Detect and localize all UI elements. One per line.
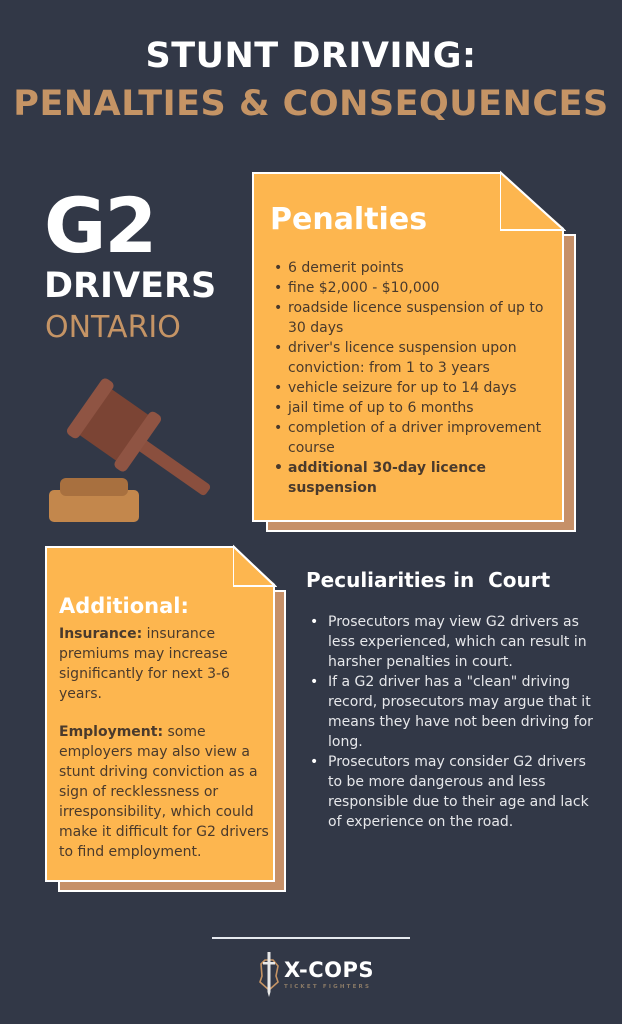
logo-name: X-COPS — [284, 958, 374, 982]
penalties-card — [252, 172, 564, 522]
penalty-item: • roadside licence suspension of up to 30 days — [274, 298, 559, 338]
penalty-item: • driver's licence suspension upon conviction: from 1 to 3 years — [274, 338, 559, 378]
gavel-icon — [44, 370, 234, 530]
court-title: Peculiarities in Court — [306, 568, 551, 592]
court-item: • If a G2 driver has a "clean" driving record, prosecutors may argue that it means they have not been driving for long. — [306, 672, 596, 752]
penalties-title: Penalties — [270, 202, 428, 237]
penalty-item: • fine $2,000 - $10,000 — [274, 278, 559, 298]
penalty-item: • jail time of up to 6 months — [274, 398, 559, 418]
insurance-text: insurance premiums may increase significantly for next 3-6 years. — [59, 626, 230, 702]
licence-class: G2 — [44, 181, 156, 270]
penalty-item: • 6 demerit points — [274, 258, 559, 278]
title-line-2: PENALTIES & CONSEQUENCES — [13, 84, 609, 124]
employment-label: Employment: — [59, 724, 164, 740]
court-item: • Prosecutors may view G2 drivers as less experienced, which can result in harsher penalties in court. — [306, 612, 596, 672]
folded-corner — [500, 170, 566, 232]
folded-corner — [233, 544, 277, 588]
additional-title: Additional: — [59, 594, 189, 618]
region-label: ONTARIO — [45, 310, 181, 345]
drivers-label: DRIVERS — [44, 266, 217, 306]
additional-card — [45, 546, 275, 882]
employment-paragraph — [59, 722, 273, 862]
employment-text: some employers may also view a stunt driving conviction as a sign of recklessness or irresponsibility, which could make it difficult for G2 drivers to find employment. — [59, 724, 269, 860]
sword-shield-icon — [256, 950, 282, 998]
penalties-list — [274, 258, 559, 498]
court-item: • Prosecutors may consider G2 drivers to be more dangerous and less responsible due to their age and lack of experience on the road. — [306, 752, 596, 832]
logo-tagline: TICKET FIGHTERS — [284, 984, 372, 990]
penalty-item: • completion of a driver improvement course — [274, 418, 559, 458]
penalty-item-highlight: • additional 30-day licence suspension — [274, 458, 559, 498]
insurance-paragraph — [59, 624, 269, 704]
court-list — [306, 612, 596, 832]
penalty-item: • vehicle seizure for up to 14 days — [274, 378, 559, 398]
title-line-1: STUNT DRIVING: — [145, 36, 477, 76]
footer-divider — [212, 937, 410, 939]
insurance-label: Insurance: — [59, 626, 143, 642]
